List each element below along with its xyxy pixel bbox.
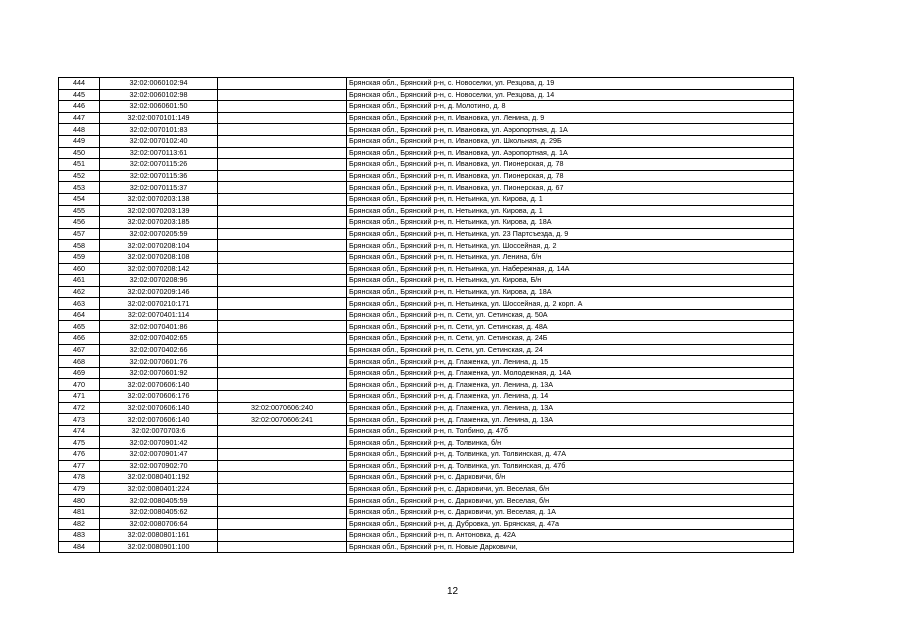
address-cell: Брянская обл., Брянский р-н, п. Ивановка, ул. Аэропортная, д. 1А	[347, 124, 794, 136]
address-cell: Брянская обл., Брянский р-н, д. Толвинка, ул. Толвинская, д. 47А	[347, 449, 794, 461]
cadastral-number-cell: 32:02:0070115:37	[100, 182, 218, 194]
address-cell: Брянская обл., Брянский р-н, п. Ивановка, ул. Аэропортная, д. 1А	[347, 147, 794, 159]
address-cell: Брянская обл., Брянский р-н, с. Новоселки, ул. Резцова, д. 14	[347, 89, 794, 101]
cadastral-number-cell: 32:02:0070203:138	[100, 193, 218, 205]
table-row	[59, 298, 794, 310]
table-row	[59, 89, 794, 101]
table-row	[59, 472, 794, 484]
address-cell: Брянская обл., Брянский р-н, с. Дарковичи, ул. Веселая, б/н	[347, 483, 794, 495]
object-cadastral-number-cell	[218, 333, 347, 345]
cadastral-number-cell: 32:02:0080901:100	[100, 541, 218, 553]
object-cadastral-number-cell	[218, 425, 347, 437]
row-number-cell: 451	[59, 159, 100, 171]
table-row	[59, 495, 794, 507]
address-cell: Брянская обл., Брянский р-н, п. Нетьинка, ул. Кирова, д. 18А	[347, 217, 794, 229]
address-cell: Брянская обл., Брянский р-н, п. Ивановка, ул. Пионерская, д. 78	[347, 159, 794, 171]
cadastral-number-cell: 32:02:0070102:40	[100, 135, 218, 147]
object-cadastral-number-cell	[218, 309, 347, 321]
object-cadastral-number-cell	[218, 112, 347, 124]
cadastral-number-cell: 32:02:0070115:36	[100, 170, 218, 182]
cadastral-number-cell: 32:02:0070203:185	[100, 217, 218, 229]
cadastral-number-cell: 32:02:0070902:70	[100, 460, 218, 472]
table-row	[59, 275, 794, 287]
table-row	[59, 135, 794, 147]
address-cell: Брянская обл., Брянский р-н, п. Толбино, д. 47б	[347, 425, 794, 437]
row-number-cell: 457	[59, 228, 100, 240]
table-row	[59, 506, 794, 518]
table-row	[59, 309, 794, 321]
row-number-cell: 475	[59, 437, 100, 449]
cadastral-number-cell: 32:02:0080405:62	[100, 506, 218, 518]
row-number-cell: 444	[59, 78, 100, 90]
row-number-cell: 448	[59, 124, 100, 136]
property-table	[58, 77, 794, 553]
table-row	[59, 518, 794, 530]
address-cell: Брянская обл., Брянский р-н, д. Глаженка, ул. Ленина, д. 13А	[347, 414, 794, 426]
object-cadastral-number-cell	[218, 205, 347, 217]
row-number-cell: 469	[59, 367, 100, 379]
address-cell: Брянская обл., Брянский р-н, п. Нетьинка, ул. Ленина, б/н	[347, 251, 794, 263]
address-cell: Брянская обл., Брянский р-н, д. Глаженка, ул. Ленина, д. 13А	[347, 379, 794, 391]
address-cell: Брянская обл., Брянский р-н, п. Новые Дарковичи,	[347, 541, 794, 553]
table-row	[59, 437, 794, 449]
cadastral-number-cell: 32:02:0070606:176	[100, 391, 218, 403]
address-cell: Брянская обл., Брянский р-н, п. Ивановка, ул. Школьная, д. 29Б	[347, 135, 794, 147]
object-cadastral-number-cell	[218, 483, 347, 495]
cadastral-number-cell: 32:02:0070208:104	[100, 240, 218, 252]
cadastral-number-cell: 32:02:0080401:224	[100, 483, 218, 495]
address-cell: Брянская обл., Брянский р-н, п. Нетьинка, ул. Кирова, д. 18А	[347, 286, 794, 298]
object-cadastral-number-cell	[218, 356, 347, 368]
object-cadastral-number-cell	[218, 518, 347, 530]
object-cadastral-number-cell	[218, 449, 347, 461]
table-row	[59, 193, 794, 205]
object-cadastral-number-cell	[218, 379, 347, 391]
object-cadastral-number-cell	[218, 472, 347, 484]
table-row	[59, 402, 794, 414]
cadastral-number-cell: 32:02:0070203:139	[100, 205, 218, 217]
row-number-cell: 454	[59, 193, 100, 205]
cadastral-number-cell: 32:02:0070115:26	[100, 159, 218, 171]
address-cell: Брянская обл., Брянский р-н, с. Дарковичи, б/н	[347, 472, 794, 484]
address-cell: Брянская обл., Брянский р-н, п. Нетьинка, ул. Шоссейная, д. 2	[347, 240, 794, 252]
cadastral-number-cell: 32:02:0070901:47	[100, 449, 218, 461]
address-cell: Брянская обл., Брянский р-н, п. Ивановка, ул. Пионерская, д. 78	[347, 170, 794, 182]
table-row	[59, 251, 794, 263]
object-cadastral-number-cell	[218, 275, 347, 287]
object-cadastral-number-cell	[218, 298, 347, 310]
object-cadastral-number-cell	[218, 170, 347, 182]
object-cadastral-number-cell	[218, 193, 347, 205]
address-cell: Брянская обл., Брянский р-н, п. Нетьинка, ул. Кирова, д. 1	[347, 205, 794, 217]
table-row	[59, 286, 794, 298]
row-number-cell: 483	[59, 530, 100, 542]
object-cadastral-number-cell	[218, 147, 347, 159]
row-number-cell: 462	[59, 286, 100, 298]
cadastral-number-cell: 32:02:0070606:140	[100, 402, 218, 414]
object-cadastral-number-cell	[218, 541, 347, 553]
row-number-cell: 463	[59, 298, 100, 310]
table-row	[59, 333, 794, 345]
table-row	[59, 414, 794, 426]
cadastral-number-cell: 32:02:0070901:42	[100, 437, 218, 449]
object-cadastral-number-cell	[218, 495, 347, 507]
address-cell: Брянская обл., Брянский р-н, с. Новоселки, ул. Резцова, д. 19	[347, 78, 794, 90]
row-number-cell: 474	[59, 425, 100, 437]
object-cadastral-number-cell	[218, 344, 347, 356]
address-cell: Брянская обл., Брянский р-н, д. Глаженка, ул. Молодежная, д. 14А	[347, 367, 794, 379]
table-row	[59, 159, 794, 171]
table-row	[59, 483, 794, 495]
row-number-cell: 471	[59, 391, 100, 403]
object-cadastral-number-cell	[218, 78, 347, 90]
table-row	[59, 101, 794, 113]
row-number-cell: 478	[59, 472, 100, 484]
row-number-cell: 452	[59, 170, 100, 182]
row-number-cell: 447	[59, 112, 100, 124]
cadastral-number-cell: 32:02:0070402:66	[100, 344, 218, 356]
cadastral-number-cell: 32:02:0080401:192	[100, 472, 218, 484]
object-cadastral-number-cell	[218, 286, 347, 298]
address-cell: Брянская обл., Брянский р-н, д. Дубровка, ул. Брянская, д. 47а	[347, 518, 794, 530]
address-cell: Брянская обл., Брянский р-н, д. Молотино, д. 8	[347, 101, 794, 113]
row-number-cell: 453	[59, 182, 100, 194]
row-number-cell: 470	[59, 379, 100, 391]
table-row	[59, 182, 794, 194]
cadastral-number-cell: 32:02:0060601:50	[100, 101, 218, 113]
cadastral-number-cell: 32:02:0070101:149	[100, 112, 218, 124]
object-cadastral-number-cell	[218, 182, 347, 194]
cadastral-number-cell: 32:02:0070208:142	[100, 263, 218, 275]
row-number-cell: 479	[59, 483, 100, 495]
object-cadastral-number-cell	[218, 263, 347, 275]
object-cadastral-number-cell	[218, 367, 347, 379]
cadastral-number-cell: 32:02:0070208:108	[100, 251, 218, 263]
object-cadastral-number-cell	[218, 135, 347, 147]
table-row	[59, 240, 794, 252]
row-number-cell: 459	[59, 251, 100, 263]
address-cell: Брянская обл., Брянский р-н, п. Нетьинка, ул. Набережная, д. 14А	[347, 263, 794, 275]
cadastral-number-cell: 32:02:0070601:76	[100, 356, 218, 368]
cadastral-number-cell: 32:02:0070606:140	[100, 379, 218, 391]
address-cell: Брянская обл., Брянский р-н, п. Ивановка, ул. Ленина, д. 9	[347, 112, 794, 124]
cadastral-number-cell: 32:02:0080706:64	[100, 518, 218, 530]
object-cadastral-number-cell	[218, 124, 347, 136]
address-cell: Брянская обл., Брянский р-н, д. Глаженка, ул. Ленина, д. 14	[347, 391, 794, 403]
object-cadastral-number-cell	[218, 240, 347, 252]
table-row	[59, 147, 794, 159]
table-row	[59, 344, 794, 356]
row-number-cell: 464	[59, 309, 100, 321]
row-number-cell: 456	[59, 217, 100, 229]
address-cell: Брянская обл., Брянский р-н, с. Дарковичи, ул. Веселая, д. 1А	[347, 506, 794, 518]
table-row	[59, 460, 794, 472]
address-cell: Брянская обл., Брянский р-н, п. Сети, ул. Сетинская, д. 24Б	[347, 333, 794, 345]
table-row	[59, 112, 794, 124]
row-number-cell: 467	[59, 344, 100, 356]
object-cadastral-number-cell: 32:02:0070606:241	[218, 414, 347, 426]
address-cell: Брянская обл., Брянский р-н, п. Нетьинка, ул. Кирова, Б/н	[347, 275, 794, 287]
address-cell: Брянская обл., Брянский р-н, д. Глаженка, ул. Ленина, д. 15	[347, 356, 794, 368]
object-cadastral-number-cell	[218, 217, 347, 229]
table-row	[59, 356, 794, 368]
address-cell: Брянская обл., Брянский р-н, д. Глаженка, ул. Ленина, д. 13А	[347, 402, 794, 414]
cadastral-number-cell: 32:02:0070401:114	[100, 309, 218, 321]
object-cadastral-number-cell	[218, 460, 347, 472]
table-row	[59, 170, 794, 182]
cadastral-number-cell: 32:02:0070606:140	[100, 414, 218, 426]
row-number-cell: 450	[59, 147, 100, 159]
cadastral-number-cell: 32:02:0080405:59	[100, 495, 218, 507]
object-cadastral-number-cell	[218, 530, 347, 542]
row-number-cell: 445	[59, 89, 100, 101]
table-row	[59, 530, 794, 542]
object-cadastral-number-cell	[218, 228, 347, 240]
row-number-cell: 473	[59, 414, 100, 426]
cadastral-number-cell: 32:02:0070703:6	[100, 425, 218, 437]
table-row	[59, 391, 794, 403]
table-row	[59, 228, 794, 240]
table-row	[59, 217, 794, 229]
address-cell: Брянская обл., Брянский р-н, п. Сети, ул. Сетинская, д. 50А	[347, 309, 794, 321]
cadastral-number-cell: 32:02:0080801:161	[100, 530, 218, 542]
table-row	[59, 367, 794, 379]
object-cadastral-number-cell	[218, 101, 347, 113]
table-row	[59, 124, 794, 136]
address-cell: Брянская обл., Брянский р-н, п. Ивановка, ул. Пионерская, д. 67	[347, 182, 794, 194]
address-cell: Брянская обл., Брянский р-н, п. Нетьинка, ул. Шоссейная, д. 2 корп. А	[347, 298, 794, 310]
cadastral-number-cell: 32:02:0070101:83	[100, 124, 218, 136]
address-cell: Брянская обл., Брянский р-н, п. Антоновка, д. 42А	[347, 530, 794, 542]
object-cadastral-number-cell	[218, 391, 347, 403]
row-number-cell: 465	[59, 321, 100, 333]
cadastral-number-cell: 32:02:0070210:171	[100, 298, 218, 310]
address-cell: Брянская обл., Брянский р-н, п. Сети, ул. Сетинская, д. 48А	[347, 321, 794, 333]
row-number-cell: 458	[59, 240, 100, 252]
cadastral-number-cell: 32:02:0070601:92	[100, 367, 218, 379]
table-row	[59, 263, 794, 275]
cadastral-number-cell: 32:02:0060102:98	[100, 89, 218, 101]
cadastral-number-cell: 32:02:0070205:59	[100, 228, 218, 240]
cadastral-number-cell: 32:02:0070208:96	[100, 275, 218, 287]
object-cadastral-number-cell	[218, 506, 347, 518]
table-body	[59, 78, 794, 553]
cadastral-number-cell: 32:02:0070113:61	[100, 147, 218, 159]
row-number-cell: 460	[59, 263, 100, 275]
row-number-cell: 477	[59, 460, 100, 472]
row-number-cell: 449	[59, 135, 100, 147]
row-number-cell: 482	[59, 518, 100, 530]
object-cadastral-number-cell: 32:02:0070606:240	[218, 402, 347, 414]
object-cadastral-number-cell	[218, 251, 347, 263]
cadastral-number-cell: 32:02:0060102:94	[100, 78, 218, 90]
address-cell: Брянская обл., Брянский р-н, д. Толвинка, ул. Толвинская, д. 47б	[347, 460, 794, 472]
table-row	[59, 205, 794, 217]
cadastral-number-cell: 32:02:0070401:86	[100, 321, 218, 333]
object-cadastral-number-cell	[218, 89, 347, 101]
table-row	[59, 379, 794, 391]
address-cell: Брянская обл., Брянский р-н, с. Дарковичи, ул. Веселая, б/н	[347, 495, 794, 507]
row-number-cell: 455	[59, 205, 100, 217]
table-row	[59, 78, 794, 90]
row-number-cell: 476	[59, 449, 100, 461]
table-row	[59, 425, 794, 437]
address-cell: Брянская обл., Брянский р-н, п. Нетьинка, ул. 23 Партсъезда, д. 9	[347, 228, 794, 240]
address-cell: Брянская обл., Брянский р-н, п. Нетьинка, ул. Кирова, д. 1	[347, 193, 794, 205]
row-number-cell: 481	[59, 506, 100, 518]
table-row	[59, 541, 794, 553]
address-cell: Брянская обл., Брянский р-н, д. Толвинка, б/н	[347, 437, 794, 449]
table-row	[59, 449, 794, 461]
object-cadastral-number-cell	[218, 159, 347, 171]
row-number-cell: 446	[59, 101, 100, 113]
row-number-cell: 461	[59, 275, 100, 287]
cadastral-number-cell: 32:02:0070402:65	[100, 333, 218, 345]
object-cadastral-number-cell	[218, 321, 347, 333]
page-number: 12	[446, 586, 459, 597]
row-number-cell: 484	[59, 541, 100, 553]
object-cadastral-number-cell	[218, 437, 347, 449]
row-number-cell: 468	[59, 356, 100, 368]
row-number-cell: 480	[59, 495, 100, 507]
row-number-cell: 472	[59, 402, 100, 414]
row-number-cell: 466	[59, 333, 100, 345]
cadastral-number-cell: 32:02:0070209:146	[100, 286, 218, 298]
table-row	[59, 321, 794, 333]
address-cell: Брянская обл., Брянский р-н, п. Сети, ул. Сетинская, д. 24	[347, 344, 794, 356]
